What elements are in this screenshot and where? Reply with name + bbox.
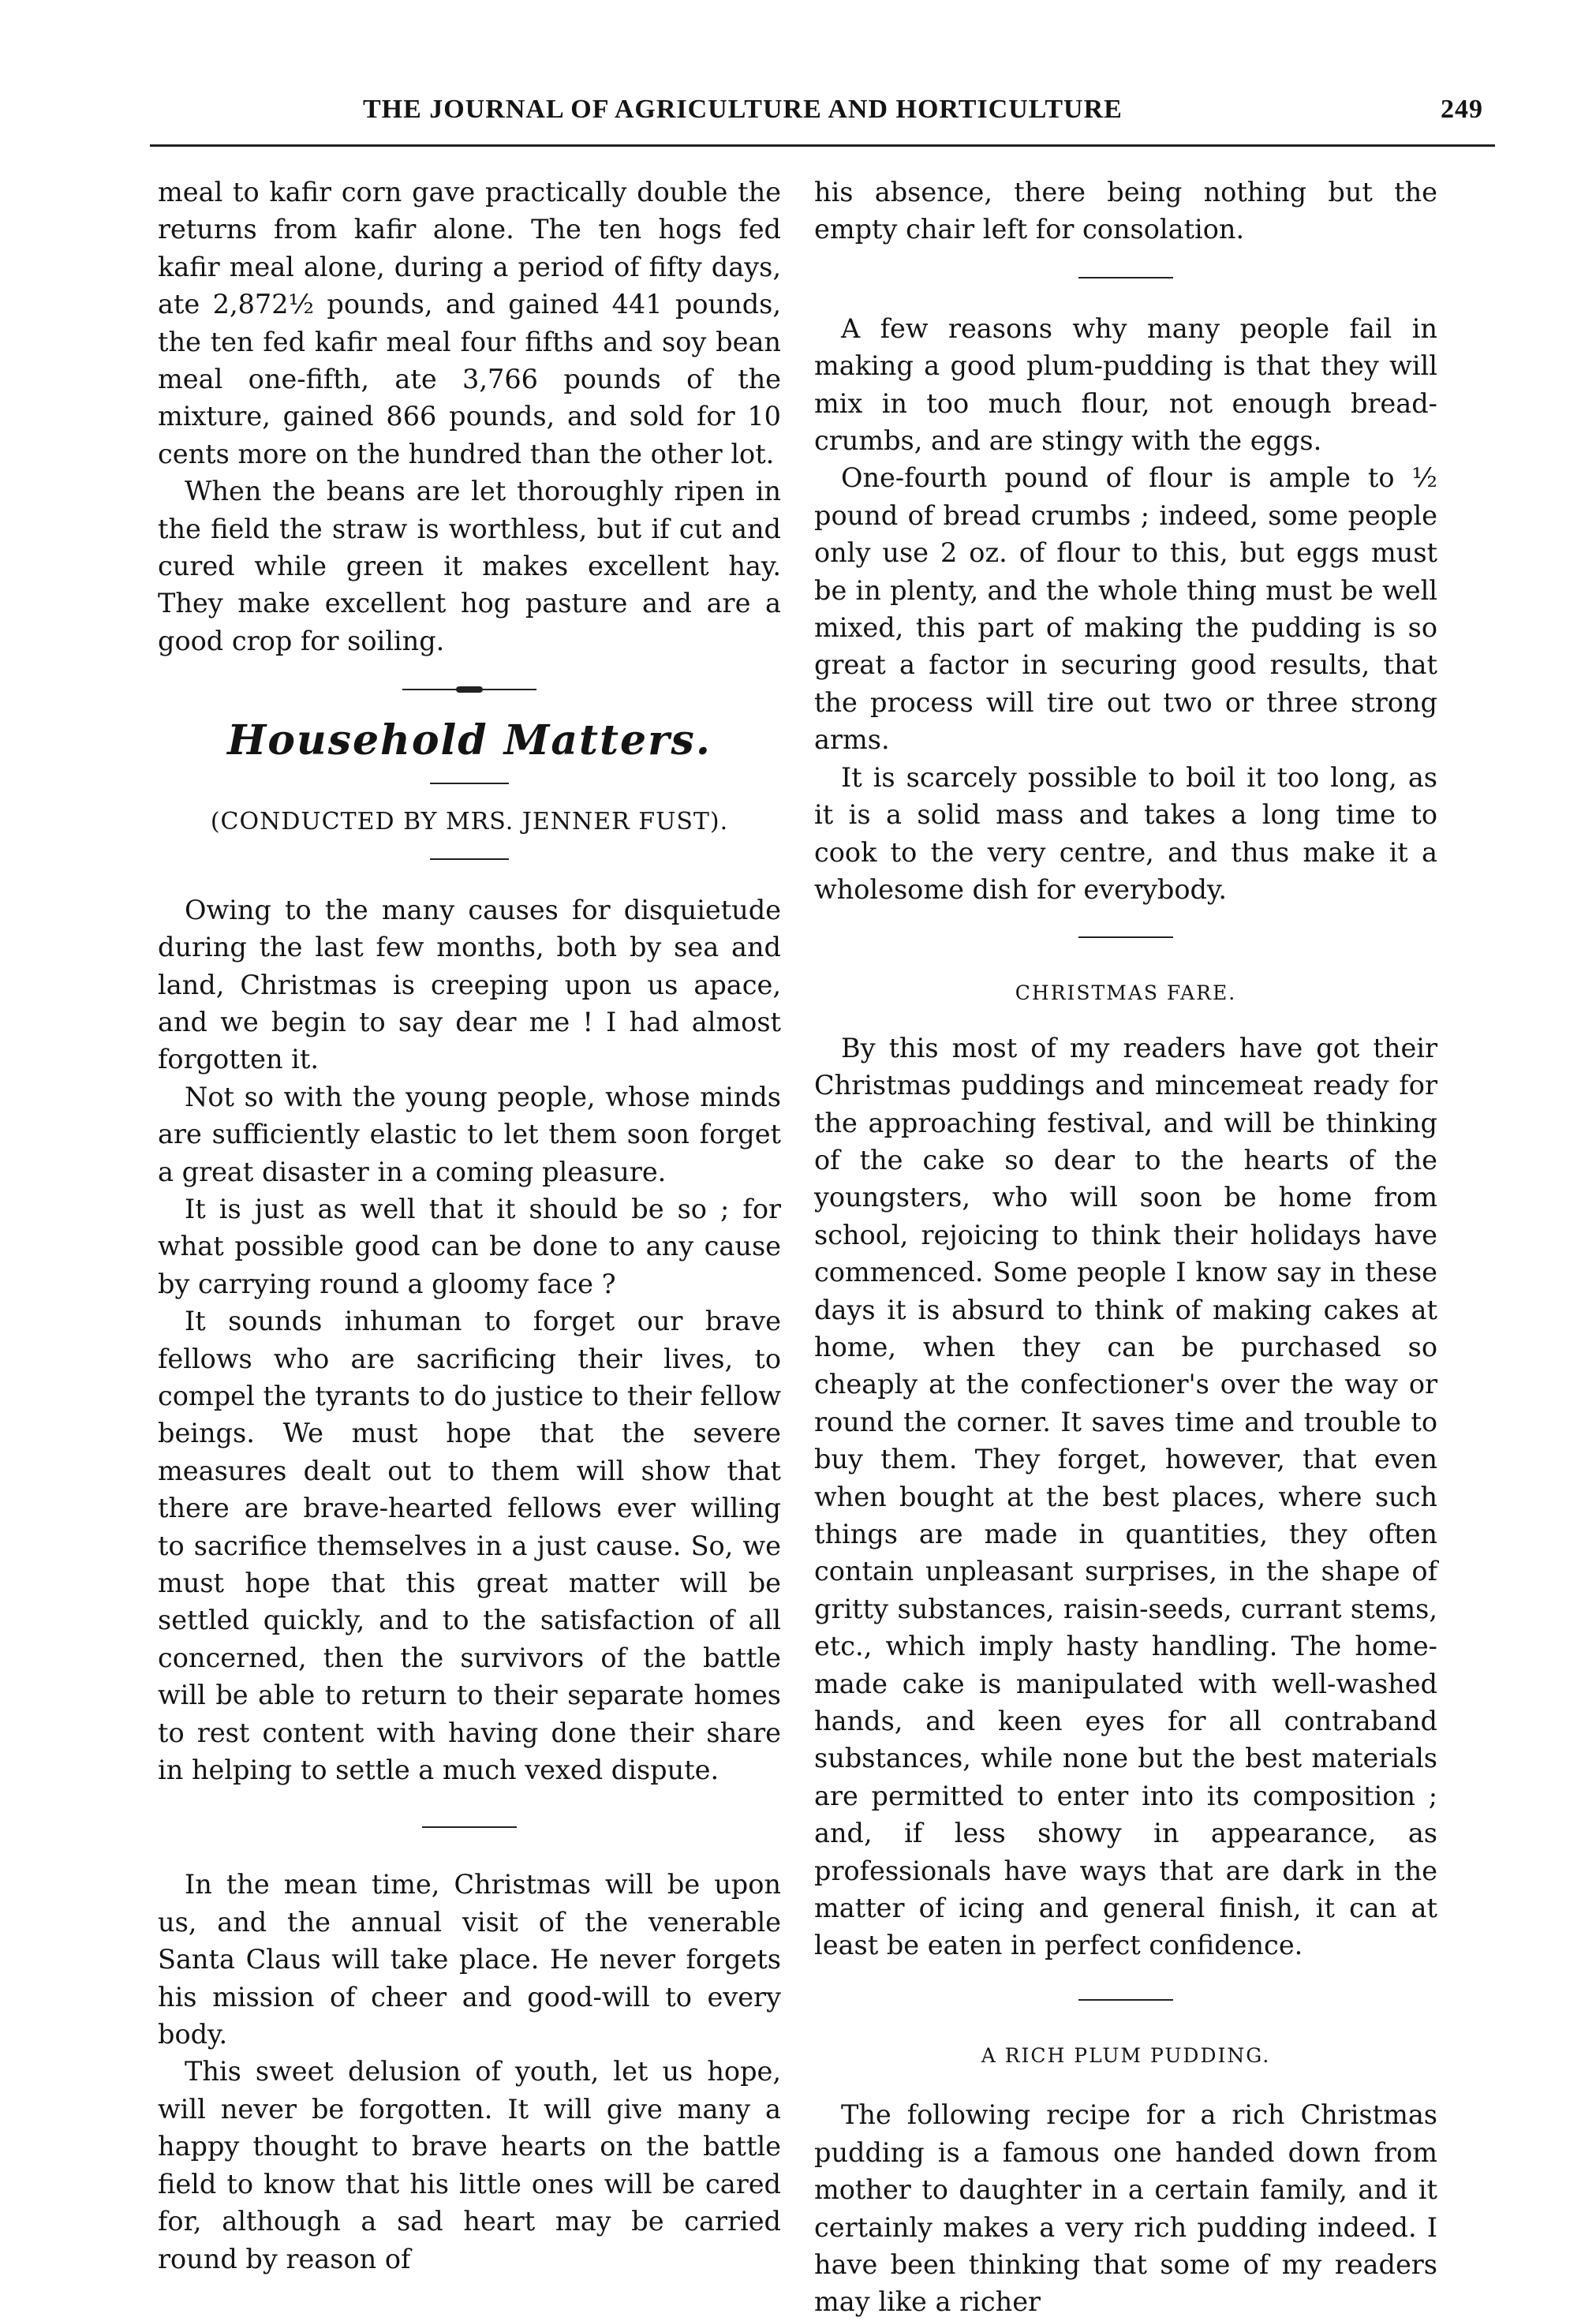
paragraph: One-fourth pound of flour is ample to ½ pound of bread crumbs ; indeed, some people only use 2 oz. of flour to this, but eggs must be in plenty, and the whole thing must be well mixed, this part of making the pudding is so great a factor in securing good results, that the process will tire out two or three strong arms. (814, 462, 1437, 756)
paragraph: It sounds inhuman to forget our brave fellows who are sacrificing their lives, to compel the tyrants to do justice to their fellow beings. We must hope that the severe measures dealt out to them will show that there are brave-hearted fellows ever willing to sacrifice themselves in a just cause. So, we must hope that this great matter will be settled quickly, and to the satisfaction of all concerned, then the survivors of the battle will be able to return to their separate homes to rest content with having done their share in helping to settle a much vexed dispute. (158, 1306, 781, 1786)
journal-title: THE JOURNAL OF AGRICULTURE AND HORTICULTURE (363, 95, 1123, 124)
divider (430, 783, 509, 784)
paragraph: It is scarcely possible to boil it too long, as it is a solid mass and takes a long time to cook to the very centre, and thus make it a wholesome dish for everybody. (814, 761, 1437, 905)
ornamental-divider (402, 686, 536, 693)
subheading-christmas-fare: CHRISTMAS FARE. (1015, 981, 1237, 1005)
page-number: 249 (1441, 95, 1483, 124)
paragraph: The following recipe for a rich Christmas pudding is a famous one handed down from mother to daughter in a certain family, and it certainly makes a very rich pudding indeed. I have been thinking that some of my readers may like a richer (814, 2099, 1437, 2318)
paragraph: Owing to the many causes for disquietude during the last few months, both by sea and land, Christmas is creeping upon us apace, and we begin to say dear me ! I had almost forgotten it. (158, 894, 781, 1075)
paragraph: In the mean time, Christmas will be upon us, and the annual visit of the venerable Santa Claus will take place. He never forgets his mission of cheer and good-will to every body. (158, 1869, 781, 2050)
divider (1078, 1999, 1173, 2001)
divider (422, 1826, 517, 1828)
divider (430, 858, 509, 860)
paragraph: A few reasons why many people fail in making a good plum-pudding is that they will mix in too much flour, not enough bread-crumbs, and are stingy with the eggs. (814, 312, 1437, 457)
divider (1078, 936, 1173, 938)
subheading-rich-plum-pudding: A RICH PLUM PUDDING. (981, 2043, 1271, 2067)
paragraph: Not so with the young people, whose minds are sufficiently elastic to let them soon forget a great disaster in a coming pleasure. (158, 1081, 781, 1187)
left-column (158, 174, 781, 2278)
paragraph: meal to kafir corn gave practically double the returns from kafir alone. The ten hogs fed kafir meal alone, during a period of fifty days, ate 2,872½ pounds, and gained 441 pounds, the ten fed kafir meal four fifths and soy bean meal one-fifth, ate 3,766 pounds of the mixture, gained 866 pounds, and sold for 10 cents more on the hundred than the other lot. (158, 177, 781, 469)
paragraph: It is just as well that it should be so ; for what possible good can be done to any cause by carrying round a gloomy face ? (158, 1193, 781, 1299)
right-column (814, 174, 1437, 2321)
divider (1078, 277, 1173, 278)
section-title: Household Matters. (227, 716, 712, 765)
paragraph: his absence, there being nothing but the empty chair left for consolation. (814, 177, 1437, 245)
paragraph: This sweet delusion of youth, let us hope, will never be forgotten. It will give many a happy thought to brave hearts on the battle field to know that his little ones will be cared for, although a sad heart may be carried round by reason of (158, 2056, 781, 2274)
header-rule (150, 144, 1495, 147)
paragraph: By this most of my readers have got their Christmas puddings and mincemeat ready for the approaching festival, and will be thinking of the cake so dear to the hearts of the youngsters, who will soon be home from school, rejoicing to think their holidays have commenced. Some people I know say in these days it is absurd to think of making cakes at home, when they can be purchased so cheaply at the confectioner's over the way or round the corner. It saves time and trouble to buy them. They forget, however, that even when bought at the best places, where such things are made in quantities, they often contain unpleasant surprises, in the shape of gritty substances, raisin-seeds, currant stems, etc., which imply hasty handling. The home-made cake is manipulated with well-washed hands, and keen eyes for all contraband substances, while none but the best materials are permitted to enter into its composition ; and, if less showy in appearance, as professionals have ways that are dark in the matter of icing and general finish, it can at least be eaten in perfect confidence. (814, 1032, 1437, 1961)
paragraph: When the beans are let thoroughly ripen in the field the straw is worthless, but if cut and cured while green it makes excellent hay. They make excellent hog pasture and are a good crop for soiling. (158, 476, 781, 656)
byline: (CONDUCTED BY MRS. JENNER FUST). (210, 808, 729, 836)
